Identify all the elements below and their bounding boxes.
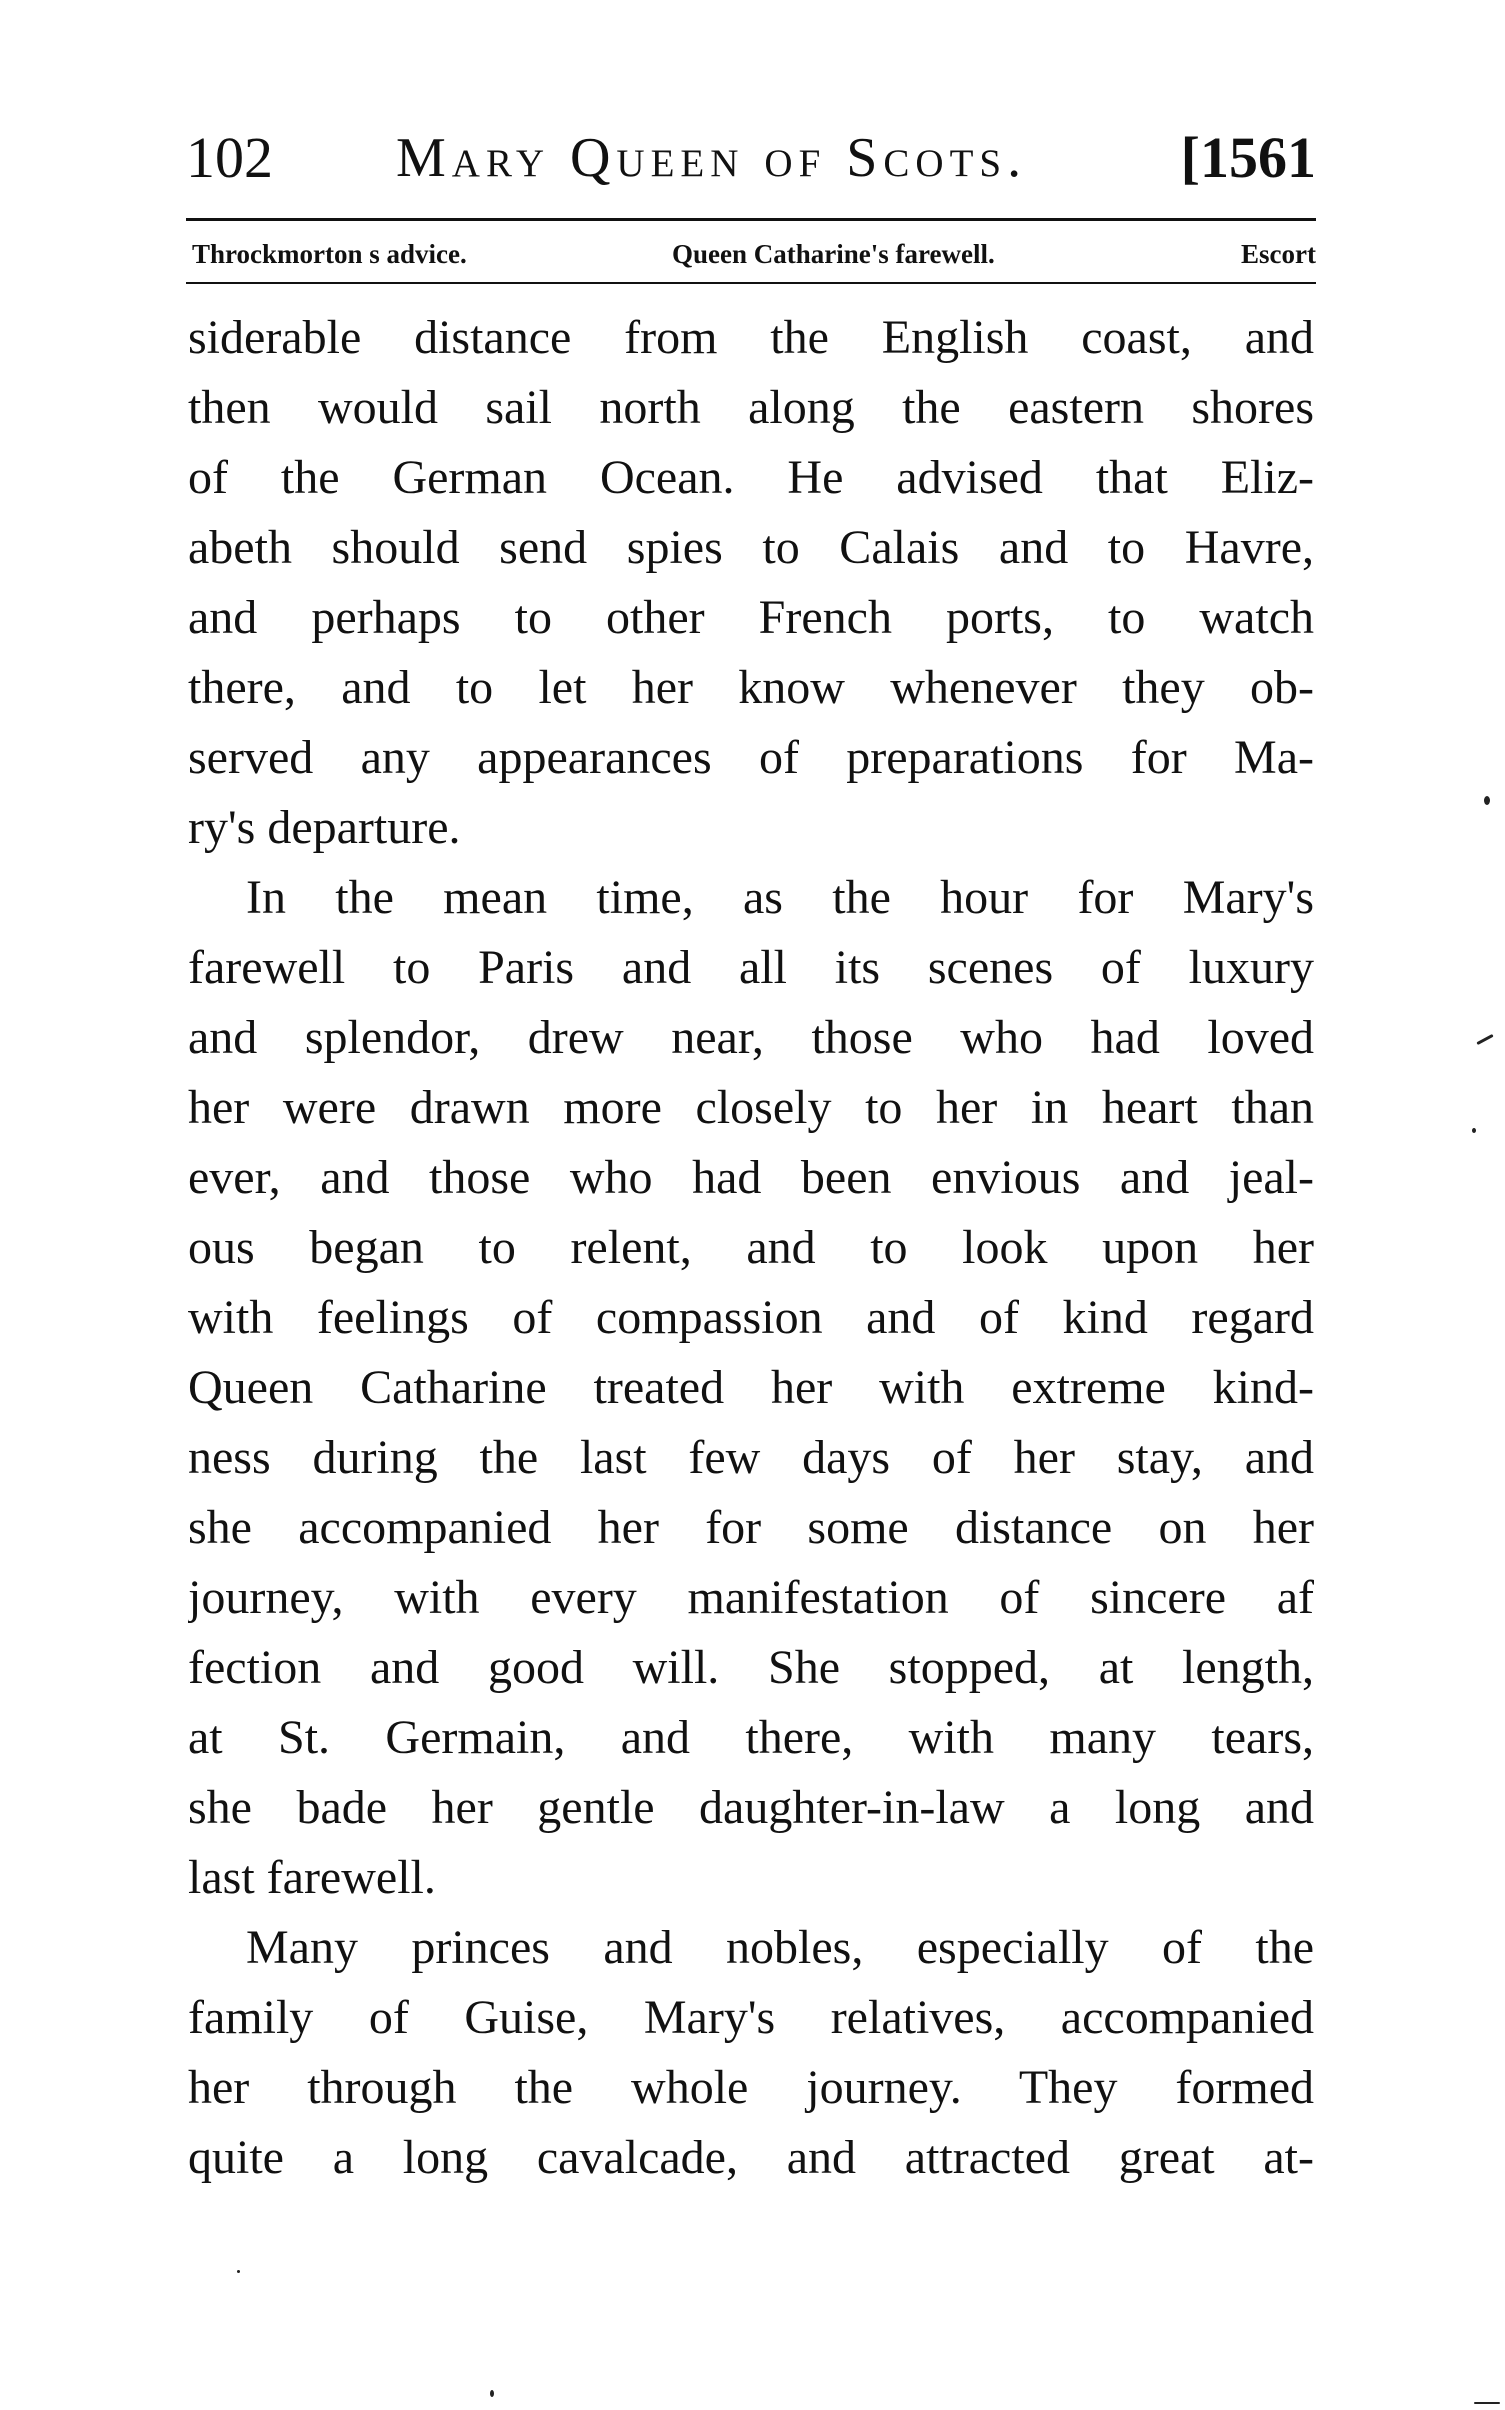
stray-ink-mark [1484,796,1490,805]
subhead-rule [186,282,1316,284]
text-line: she bade her gentle daughter-in-law a long and [188,1781,1314,1834]
subhead-escort: Escort [1241,239,1316,269]
stray-ink-mark [1474,2402,1500,2404]
body-text [188,303,1314,2193]
paragraph-start: In the mean time, as the hour for Mary's [246,871,1314,924]
subhead-throckmorton: Throckmorton s advice. [192,239,467,269]
text-line: ever, and those who had been envious and jeal- [188,1151,1314,1204]
stray-ink-mark [490,2390,494,2397]
running-title: Mary Queen of Scots. [396,127,1028,189]
text-line: served any appearances of preparations for Ma- [188,731,1314,784]
header-rule [186,218,1316,221]
subhead-catharine: Queen Catharine's farewell. [672,239,995,269]
text-line: abeth should send spies to Calais and to Havre, [188,521,1314,574]
text-line: farewell to Paris and all its scenes of luxury [188,941,1314,994]
text-line: with feelings of compassion and of kind regard [188,1291,1314,1344]
text-line: ry's departure. [188,801,461,854]
stray-ink-mark [1472,1128,1476,1133]
text-line: of the German Ocean. He advised that Eliz- [188,451,1314,504]
text-line: and splendor, drew near, those who had loved [188,1011,1314,1064]
stray-ink-mark [1476,1034,1493,1045]
text-line: at St. Germain, and there, with many tears, [188,1711,1314,1764]
text-line: last farewell. [188,1851,436,1904]
stray-ink-mark [237,2270,240,2273]
paragraph-start: Many princes and nobles, especially of the [246,1921,1314,1974]
text-line: she accompanied her for some distance on her [188,1501,1314,1554]
text-line: ous began to relent, and to look upon her [188,1221,1314,1274]
text-line: family of Guise, Mary's relatives, accompanied [188,1991,1314,2044]
text-line: quite a long cavalcade, and attracted great at- [188,2131,1314,2184]
text-line: journey, with every manifestation of sincere af [188,1571,1314,1624]
text-line: siderable distance from the English coast, and [188,311,1314,364]
text-line: her through the whole journey. They formed [188,2061,1314,2114]
header-year: [1561 [1180,125,1316,190]
marginal-subheads [186,228,1316,280]
text-line: there, and to let her know whenever they ob- [188,661,1314,714]
text-line: fection and good will. She stopped, at length, [188,1641,1314,1694]
text-line: her were drawn more closely to her in heart than [188,1081,1314,1134]
text-line: Queen Catharine treated her with extreme kind- [188,1361,1314,1414]
page-number: 102 [186,125,273,190]
text-line: and perhaps to other French ports, to watch [188,591,1314,644]
text-line: ness during the last few days of her stay, and [188,1431,1314,1484]
page-header [186,118,1316,198]
text-line: then would sail north along the eastern shores [188,381,1314,434]
